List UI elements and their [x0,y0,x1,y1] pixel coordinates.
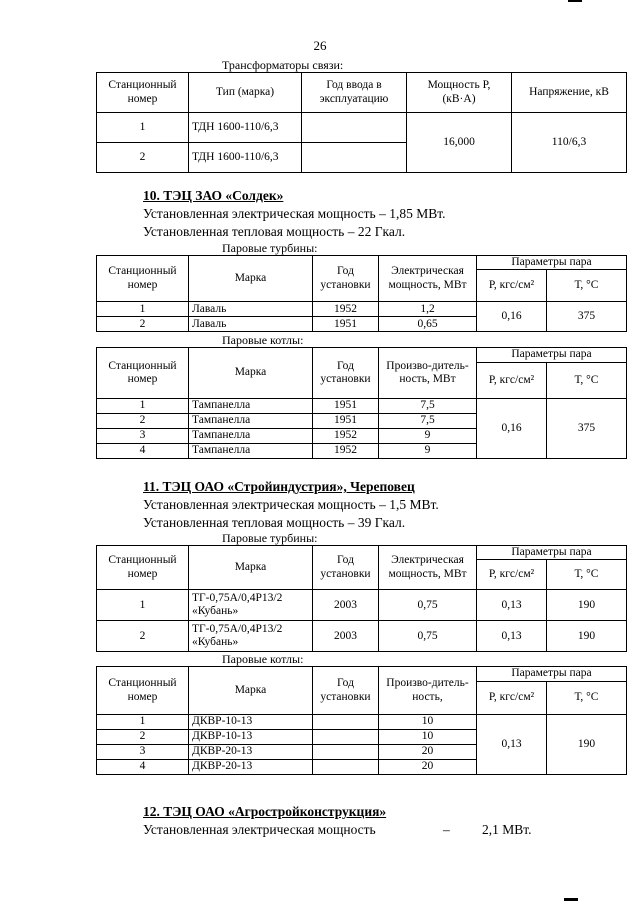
steam-temperature: 190 [547,715,627,775]
section-11-boilers-table [96,666,627,775]
header-cell: Марка [189,667,313,715]
header-cell: Год установки [313,256,379,302]
section-10-thermal-power: Установленная тепловая мощность – 22 Гкал. [143,224,406,239]
header-cell: Параметры пара [477,667,627,682]
steam-pressure: 0,13 [477,590,547,621]
commission-year [302,143,407,173]
install-year: 1952 [313,429,379,444]
install-year: 1952 [313,302,379,317]
header-cell: Произво-дитель-ность, МВт [379,348,477,399]
section-10-boilers-caption: Паровые котлы: [222,333,304,347]
steam-pressure: 0,13 [477,621,547,652]
boiler-capacity: 9 [379,444,477,459]
install-year: 1951 [313,317,379,332]
transformer-voltage: 110/6,3 [512,113,627,173]
boiler-brand: ДКВР-20-13 [189,745,313,760]
header-cell: Год установки [313,667,379,715]
transformers-table [96,72,627,173]
table-header-row [97,546,627,560]
header-cell: Тип (марка) [189,73,302,113]
turbine-brand: ТГ-0,75А/0,4Р13/2 «Кубань» [189,590,313,621]
turbine-brand: ТГ-0,75А/0,4Р13/2 «Кубань» [189,621,313,652]
electric-power: 1,2 [379,302,477,317]
install-year: 2003 [313,590,379,621]
table-row [97,715,627,730]
station-number: 2 [97,621,189,652]
section-12-electric-label: Установленная электрическая мощность [143,822,376,837]
boiler-brand: Тампанелла [189,414,313,429]
steam-pressure: 0,13 [477,715,547,775]
station-number: 3 [97,429,189,444]
electric-power: 0,75 [379,590,477,621]
section-10-boilers-table [96,347,627,459]
header-cell: Мощность Р, (кВ·А) [407,73,512,113]
header-cell: Станционный номер [97,667,189,715]
electric-power: 0,75 [379,621,477,652]
header-cell: Год ввода в эксплуатацию [302,73,407,113]
header-cell: Станционный номер [97,256,189,302]
boiler-capacity: 10 [379,730,477,745]
header-cell: Р, кгс/см² [477,270,547,302]
section-12-electric-dash: – [443,822,450,837]
transformer-type: ТДН 1600-110/6,3 [189,113,302,143]
install-year [313,715,379,730]
table-row [97,621,627,652]
transformers-caption: Трансформаторы связи: [222,58,344,72]
header-cell: Р, кгс/см² [477,363,547,399]
station-number: 4 [97,760,189,775]
table-header-row [97,73,627,113]
station-number: 4 [97,444,189,459]
station-number: 2 [97,414,189,429]
header-cell: Станционный номер [97,348,189,399]
boiler-brand: ДКВР-10-13 [189,730,313,745]
section-10-heading: 10. ТЭЦ ЗАО «Солдек» [143,188,284,203]
table-row [97,399,627,414]
header-cell: Параметры пара [477,546,627,560]
table-row [97,302,627,317]
station-number: 3 [97,745,189,760]
steam-pressure: 0,16 [477,399,547,459]
turbine-brand: Лаваль [189,302,313,317]
steam-temperature: 375 [547,302,627,332]
boiler-brand: ДКВР-10-13 [189,715,313,730]
electric-power: 0,65 [379,317,477,332]
boiler-capacity: 20 [379,745,477,760]
boiler-brand: Тампанелла [189,444,313,459]
station-number: 1 [97,399,189,414]
section-10-electric-power: Установленная электрическая мощность – 1,85 МВт. [143,206,446,221]
header-cell: Р, кгс/см² [477,560,547,590]
table-row [97,590,627,621]
turbine-brand: Лаваль [189,317,313,332]
station-number: 1 [97,302,189,317]
header-cell: Марка [189,256,313,302]
section-11-heading: 11. ТЭЦ ОАО «Стройиндустрия», Череповец [143,479,415,494]
header-cell: Электрическая мощность, МВт [379,256,477,302]
header-cell: Р, кгс/см² [477,682,547,715]
header-cell: Т, °С [547,270,627,302]
section-11-boilers-caption: Паровые котлы: [222,652,304,666]
header-cell: Марка [189,348,313,399]
transformer-power: 16,000 [407,113,512,173]
header-cell: Т, °С [547,363,627,399]
header-cell: Год установки [313,546,379,590]
steam-temperature: 190 [547,590,627,621]
header-cell: Т, °С [547,682,627,715]
steam-temperature: 190 [547,621,627,652]
boiler-capacity: 9 [379,429,477,444]
station-number: 1 [97,113,189,143]
install-year: 1951 [313,399,379,414]
table-header-row [97,667,627,682]
station-number: 2 [97,143,189,173]
section-10-turbines-table [96,255,627,332]
install-year [313,745,379,760]
header-cell: Марка [189,546,313,590]
station-number: 1 [97,590,189,621]
station-number: 2 [97,730,189,745]
station-number: 1 [97,715,189,730]
install-year: 1951 [313,414,379,429]
section-10-turbines-caption: Паровые турбины: [222,241,318,255]
section-12-electric-value: 2,1 МВт. [482,822,532,837]
section-11-turbines-caption: Паровые турбины: [222,531,318,545]
install-year [313,730,379,745]
header-cell: Т, °С [547,560,627,590]
install-year: 1952 [313,444,379,459]
corner-mark-bottom [564,898,578,901]
header-cell: Год установки [313,348,379,399]
boiler-brand: ДКВР-20-13 [189,760,313,775]
boiler-capacity: 10 [379,715,477,730]
corner-mark-top [568,0,582,2]
section-11-electric-power: Установленная электрическая мощность – 1,5 МВт. [143,497,439,512]
header-cell: Станционный номер [97,546,189,590]
header-cell: Электрическая мощность, МВт [379,546,477,590]
boiler-brand: Тампанелла [189,399,313,414]
header-cell: Напряжение, кВ [512,73,627,113]
section-11-thermal-power: Установленная тепловая мощность – 39 Гкал. [143,515,406,530]
table-header-row [97,256,627,270]
install-year: 2003 [313,621,379,652]
boiler-capacity: 7,5 [379,399,477,414]
table-header-row [97,348,627,363]
section-11-turbines-table [96,545,627,652]
page-number: 26 [313,38,327,53]
section-12-heading: 12. ТЭЦ ОАО «Агростройконструкция» [143,804,387,819]
steam-pressure: 0,16 [477,302,547,332]
header-cell: Станционный номер [97,73,189,113]
table-row [97,113,627,143]
steam-temperature: 375 [547,399,627,459]
boiler-capacity: 20 [379,760,477,775]
header-cell: Параметры пара [477,348,627,363]
install-year [313,760,379,775]
transformer-type: ТДН 1600-110/6,3 [189,143,302,173]
boiler-capacity: 7,5 [379,414,477,429]
commission-year [302,113,407,143]
station-number: 2 [97,317,189,332]
header-cell: Произво-дитель-ность, [379,667,477,715]
header-cell: Параметры пара [477,256,627,270]
boiler-brand: Тампанелла [189,429,313,444]
